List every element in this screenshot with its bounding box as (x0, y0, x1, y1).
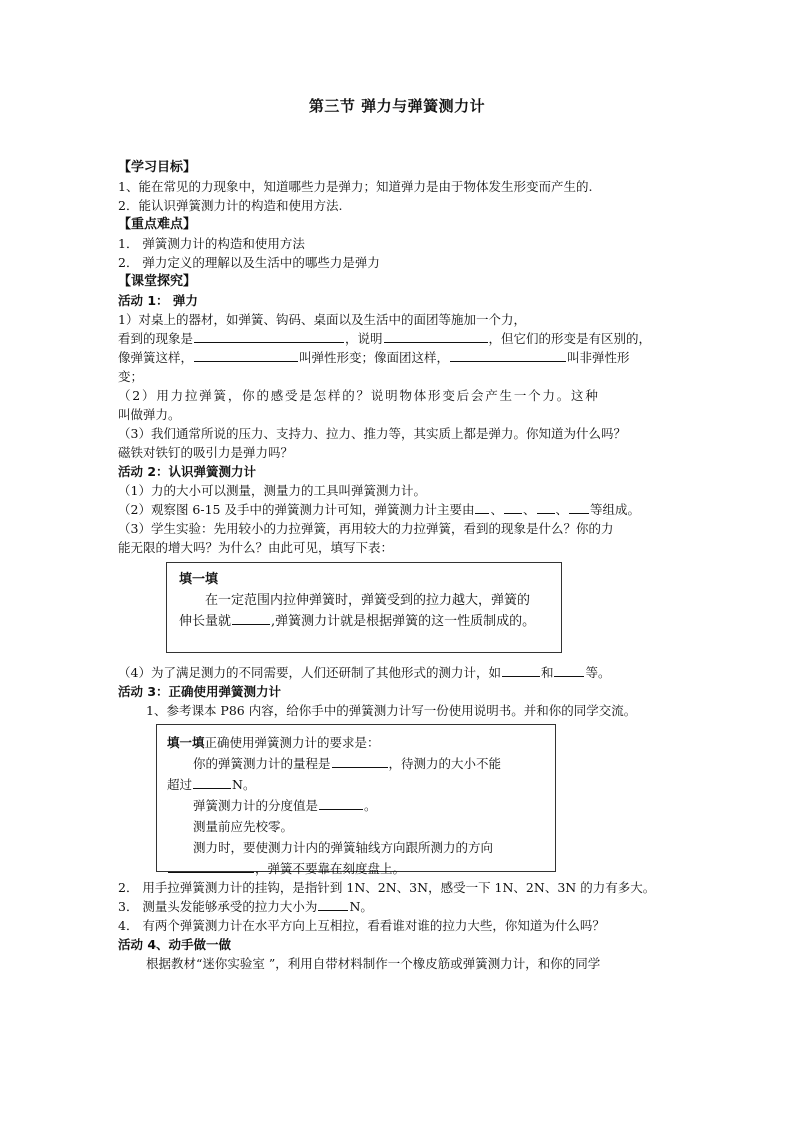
text: 你的弹簧测力计的量程是 (193, 756, 331, 771)
answer-blank[interactable] (502, 663, 540, 677)
answer-blank[interactable] (450, 348, 566, 362)
fill-in-box-2-title-line (167, 732, 555, 753)
answer-blank[interactable] (332, 754, 388, 768)
text: ，弹簧不要靠在刻度盘上。 (255, 861, 406, 876)
activity-1-line-8: 磁铁对铁钉的吸引力是弹力吗？ (118, 445, 294, 460)
activity-1-line-4: 变； (118, 369, 144, 384)
answer-blank[interactable] (504, 500, 522, 514)
activity-3-line-2: 2． 用手拉弹簧测力计的挂钩，是指针到 1N、2N、3N，感受一下 1N、2N、3N 的力有多大。 (118, 880, 656, 895)
fill-in-box-line-1: 在一定范围内拉伸弹簧时，弹簧受到的拉力越大，弹簧的 (205, 593, 531, 608)
activity-1-line-2 (118, 329, 678, 348)
activity-2-line-2 (118, 500, 678, 519)
text: N。 (349, 899, 373, 914)
activity-2-line-3: （3）学生实验：先用较小的力拉弹簧，再用较大的力拉弹簧，看到的现象是什么？你的力 (118, 521, 614, 536)
text: ，待测力的大小不能 (388, 756, 502, 771)
activity-3-title: 活动 3：正确使用弹簧测力计 (118, 684, 282, 699)
text: 像弹簧这样， (118, 350, 194, 365)
answer-blank[interactable] (194, 348, 298, 362)
answer-blank[interactable] (554, 663, 584, 677)
fill-in-box-title: 填一填 (179, 572, 219, 587)
text: 弹簧测力计的分度值是 (193, 798, 319, 813)
section-heading-objectives: 【学习目标】 (118, 160, 197, 175)
answer-blank[interactable] (168, 859, 254, 873)
section-heading-key-points: 【重点难点】 (118, 217, 197, 232)
answer-blank[interactable] (319, 796, 363, 810)
answer-blank[interactable] (193, 775, 231, 789)
activity-1-line-7: （3）我们通常所说的压力、支持力、拉力、推力等，其实质上都是弹力。你知道为什么吗？ (118, 426, 626, 441)
text: （4）为了满足测力的不同需要，人们还研制了其他形式的测力计，如 (118, 665, 501, 680)
section-heading-exploration: 【课堂探究】 (118, 274, 197, 289)
fill-in-box-1 (166, 562, 562, 653)
activity-1-line-1: 1）对桌上的器材，如弹簧、钩码、桌面以及生活中的面团等施加一个力， (118, 312, 526, 327)
fill-in-box-2-line-3 (167, 795, 555, 816)
fill-in-box-2-line-2 (167, 774, 555, 795)
activity-1-line-6: 叫做弹力。 (118, 407, 181, 422)
answer-blank[interactable] (537, 500, 555, 514)
text: 。 (364, 798, 377, 813)
activity-3-line-1: 1、参考课本 P86 内容，给你手中的弹簧测力计写一份使用说明书。并和你的同学交流。 (146, 703, 637, 718)
text: 等组成。 (590, 502, 641, 517)
text: 3． 测量头发能够承受的拉力大小为 (118, 899, 318, 914)
answer-blank[interactable] (232, 611, 270, 625)
activity-3-line-4: 4． 有两个弹簧测力计在水平方向上互相拉，看看谁对谁的拉力大些，你知道为什么吗？ (118, 918, 605, 933)
answer-blank[interactable] (569, 500, 589, 514)
objective-2: 2．能认识弹簧测力计的构造和使用方法. (118, 198, 343, 213)
text: 看到的现象是 (118, 331, 194, 346)
text: 正确使用弹簧测力计的要求是： (204, 735, 380, 750)
page-title: 第三节 弹力与弹簧测力计 (308, 97, 486, 115)
text: 叫弹性形变；像面团这样， (299, 350, 450, 365)
fill-in-box-2-line-5: 测力时，要使测力计内的弹簧轴线方向跟所测力的方向 (193, 840, 494, 855)
fill-in-box-2 (156, 724, 556, 876)
answer-blank[interactable] (475, 500, 489, 514)
text: （2）观察图 6-15 及手中的弹簧测力计可知，弹簧测力计主要由 (118, 502, 475, 517)
fill-in-box-2-line-4: 测量前应先校零。 (193, 819, 294, 834)
text: ，说明 (345, 331, 383, 346)
text: 、 (555, 502, 569, 517)
fill-in-box-2-line-1 (167, 753, 555, 774)
key-point-2: 2． 弹力定义的理解以及生活中的哪些力是弹力 (118, 255, 380, 270)
activity-4-line-1: 根据教材“迷你实验室 ”，利用自带材料制作一个橡皮筋或弹簧测力计，和你的同学 (146, 956, 601, 971)
activity-2-line-4: 能无限的增大吗？为什么？由此可见，填写下表： (118, 540, 394, 555)
worksheet-body (118, 158, 678, 973)
activity-2-line-1: （1）力的大小可以测量，测量力的工具叫弹簧测力计。 (118, 483, 426, 498)
objective-1: 1、能在常见的力现象中，知道哪些力是弹力；知道弹力是由于物体发生形变而产生的. (118, 179, 593, 194)
text: 、 (490, 502, 503, 517)
activity-3-line-3 (118, 897, 678, 916)
answer-blank[interactable] (384, 329, 488, 343)
answer-blank[interactable] (318, 897, 348, 911)
text: 和 (540, 665, 554, 680)
text: 等。 (585, 665, 611, 680)
activity-2-title: 活动 2：认识弹簧测力计 (118, 464, 257, 479)
fill-in-box-line-2 (179, 611, 561, 632)
answer-blank[interactable] (194, 329, 344, 343)
activity-4-title: 活动 4、动手做一做 (118, 937, 232, 952)
activity-1-line-5: （2）用力拉弹簧，你的感受是怎样的？说明物体形变后会产生一个力。这种 (118, 388, 600, 403)
activity-2-line-5 (118, 663, 678, 682)
text: ,弹簧测力计就是根据弹簧的这一性质制成的。 (271, 614, 536, 629)
activity-1-line-3 (118, 348, 678, 367)
key-point-1: 1． 弹簧测力计的构造和使用方法 (118, 236, 305, 251)
text: N。 (232, 777, 256, 792)
fill-in-box-2-line-6 (167, 858, 555, 879)
text: 超过 (167, 777, 193, 792)
text: ，但它们的形变是有区别的， (488, 331, 652, 346)
fill-in-box-title: 填一填 (167, 735, 205, 750)
activity-1-title: 活动 1： 弹力 (118, 293, 198, 308)
text: 、 (523, 502, 536, 517)
text: 伸长量就 (179, 614, 232, 629)
text: 叫非弹性形 (567, 350, 630, 365)
